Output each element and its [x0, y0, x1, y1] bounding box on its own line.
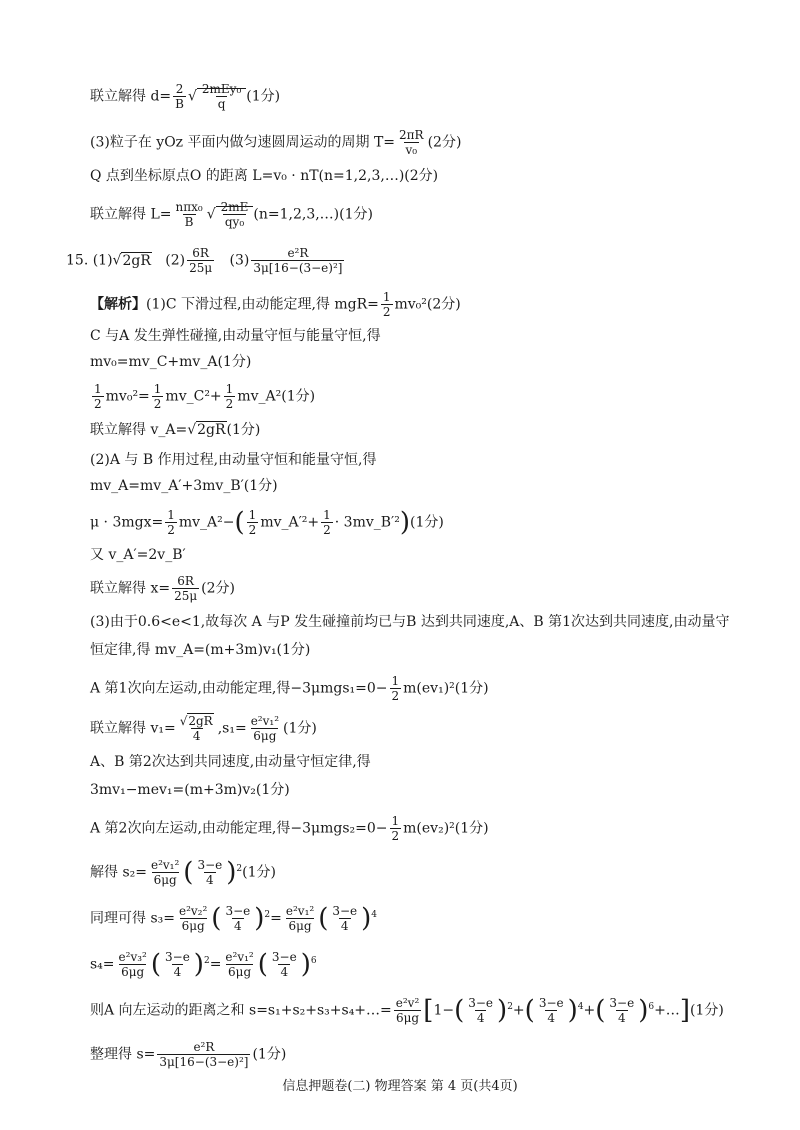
- line-x-solution: 联立解得 x= $\frac{6R}{25\mu}$ (2分): [90, 574, 235, 603]
- text: 整理得 s=: [90, 1046, 156, 1063]
- line-v1: 联立解得 v₁= $\frac{√2gR}{4}$ ,s₁= $\frac{\text{e²v₁²}}{6\mu g}$ (1分): [90, 714, 317, 743]
- fraction: $\frac{2\pi R}{\text{v₀}}$: [399, 128, 424, 157]
- score-note: (1分): [252, 1046, 287, 1063]
- line-vA: 联立解得 v_A=√2gR(1分): [90, 422, 261, 438]
- text: C 与A 发生弹性碰撞,由动量守恒与能量守恒,得: [90, 328, 381, 344]
- line-analysis-1: 【解析】(1)C 下滑过程,由动能定理,得 mgR= $\frac{1}{2}$ mv₀²(2分): [90, 290, 461, 319]
- q15-answers: 15. (1)√2gR (2) $\frac{6R}{25\mu}$ (3) $\frac{\text{e²R}}{\text{3μ[16−(3−e)²]}}$: [66, 246, 343, 275]
- line-second-common: [90, 752, 371, 772]
- line-d-solution: 联立解得 d= $\frac{2}{B}$ √ 2mEy₀ q (1分): [90, 82, 281, 111]
- text: 联立解得 d=: [90, 88, 172, 105]
- score-note: (1分): [283, 720, 317, 737]
- text: (3): [229, 252, 250, 269]
- text: (3)粒子在 yOz 平面内做匀速圆周运动的周期 T=: [90, 134, 396, 151]
- text: A 第1次向左运动,由动能定理,得−3μmgs₁=0−: [90, 680, 388, 697]
- line-collision: [90, 326, 381, 346]
- page-footer: 信息押题卷(二) 物理答案 第 4 页(共4页): [282, 1079, 518, 1094]
- text: Q 点到坐标原点O 的距离 L=v₀ · nT(n=1,2,3,…)(2分): [90, 168, 439, 184]
- line-s4: s₄= $\frac{\text{e²v₃²}}{6\mu g}$ ( $\frac{3-e}{4}$ )$^2$= $\frac{\text{e²v₁²}}{6\mu g}$ ( $\frac{3-e}{4}$ )$^6$: [90, 949, 317, 980]
- text: m(ev₁)²(1分): [403, 680, 489, 697]
- line-momentum: [90, 352, 251, 372]
- line-energy: $\frac{1}{2}$ mv₀²= $\frac{1}{2}$ mv_C²+ $\frac{1}{2}$ mv_A²(1分): [94, 382, 316, 411]
- score-note: (1分): [246, 88, 281, 105]
- text: 联立解得 x=: [90, 580, 171, 597]
- score-note: (1分): [689, 1002, 724, 1019]
- line-part3: [90, 612, 729, 632]
- text: 联立解得 v₁=: [90, 720, 176, 737]
- line-relation: [90, 545, 186, 565]
- score-note: (2分): [427, 134, 462, 151]
- text: 联立解得 v_A=: [90, 422, 188, 438]
- line-momentum-3: [90, 780, 290, 800]
- text: 又 v_A′=2v_B′: [90, 547, 186, 563]
- text: 解得 s₂=: [90, 864, 147, 881]
- line-part3-cont: [90, 640, 310, 660]
- line-L-solution: 联立解得 L= nπx₀ B √ $\frac{2mE}{\text{qy₀}}$ (n=1,2,3,…)(1分): [90, 200, 373, 229]
- score-note: (1分): [242, 864, 276, 881]
- line-sum: 则A 向左运动的距离之和 s=s₁+s₂+s₃+s₄+…= $\frac{\text{e²v²}}{6\mu g}$ [1−( $\frac{3-e}{4}$ )$^2$+( $\frac{3-e}{4}$ )$^4$+( $\frac{3-e}{4}$ )$^6$+…](1分): [90, 995, 724, 1026]
- text: mv₀=mv_C+mv_A(1分): [90, 354, 252, 370]
- line-part2: [90, 450, 376, 470]
- score-note: (n=1,2,3,…)(1分): [253, 206, 373, 223]
- score-note: (2分): [426, 296, 461, 313]
- text: A 第2次向左运动,由动能定理,得−3μmgs₂=0−: [90, 820, 388, 837]
- score-note: (1分): [410, 514, 444, 531]
- text: 恒定律,得 mv_A=(m+3m)v₁(1分): [90, 642, 311, 658]
- text: 联立解得 L=: [90, 206, 172, 223]
- text: 15. (1): [66, 252, 113, 269]
- line-distance: [90, 166, 438, 186]
- line-s1: A 第1次向左运动,由动能定理,得−3μmgs₁=0− $\frac{1}{2}$ m(ev₁)²(1分): [90, 674, 489, 703]
- text: A、B 第2次达到共同速度,由动量守恒定律,得: [90, 754, 371, 770]
- text: 同理可得 s₃=: [90, 910, 175, 927]
- line-period: [90, 128, 461, 157]
- analysis-label: 【解析】: [90, 296, 146, 313]
- line-momentum-2: [90, 476, 278, 496]
- line-final: 整理得 s= $\frac{\text{e²R}}{\text{3μ[16−(3−e)²]}}$ (1分): [90, 1040, 287, 1069]
- line-energy-2: μ · 3mgx= $\frac{1}{2}$ mv_A²−( $\frac{1}{2}$ mv_A′²+ $\frac{1}{2}$ · 3mv_B′²)(1分): [90, 507, 444, 538]
- fraction: $\frac{2}{B}$: [175, 82, 184, 111]
- text: (2): [165, 252, 186, 269]
- text: 则A 向左运动的距离之和 s=s₁+s₂+s₃+s₄+…=: [90, 1002, 392, 1019]
- text: m(ev₂)²(1分): [403, 820, 489, 837]
- line-s2-energy: A 第2次向左运动,由动能定理,得−3μmgs₂=0− $\frac{1}{2}$ m(ev₂)²(1分): [90, 814, 489, 843]
- text: mv_A=mv_A′+3mv_B′(1分): [90, 478, 278, 494]
- text: (1)C 下滑过程,由动能定理,得 mgR=: [146, 296, 379, 313]
- line-s3: 同理可得 s₃= $\frac{\text{e²v₂²}}{6\mu g}$ ( $\frac{3-e}{4}$ )$^2$= $\frac{\text{e²v₁²}}{6\mu g}$ ( $\frac{3-e}{4}$ )$^4$: [90, 903, 378, 934]
- line-s2: 解得 s₂= $\frac{\text{e²v₁²}}{6\mu g}$ ( $\frac{3-e}{4}$ )$^2$(1分): [90, 857, 276, 888]
- score-note: (1分): [281, 388, 316, 405]
- score-note: (2分): [201, 580, 235, 597]
- text: (2)A 与 B 作用过程,由动量守恒和能量守恒,得: [90, 452, 377, 468]
- text: (3)由于0.6<e<1,故每次 A 与P 发生碰撞前均已与B 达到共同速度,A、B 第1次达到共同速度,由动量守: [90, 614, 730, 630]
- text: 3mv₁−mev₁=(m+3m)v₂(1分): [90, 782, 290, 798]
- score-note: (1分): [226, 422, 261, 438]
